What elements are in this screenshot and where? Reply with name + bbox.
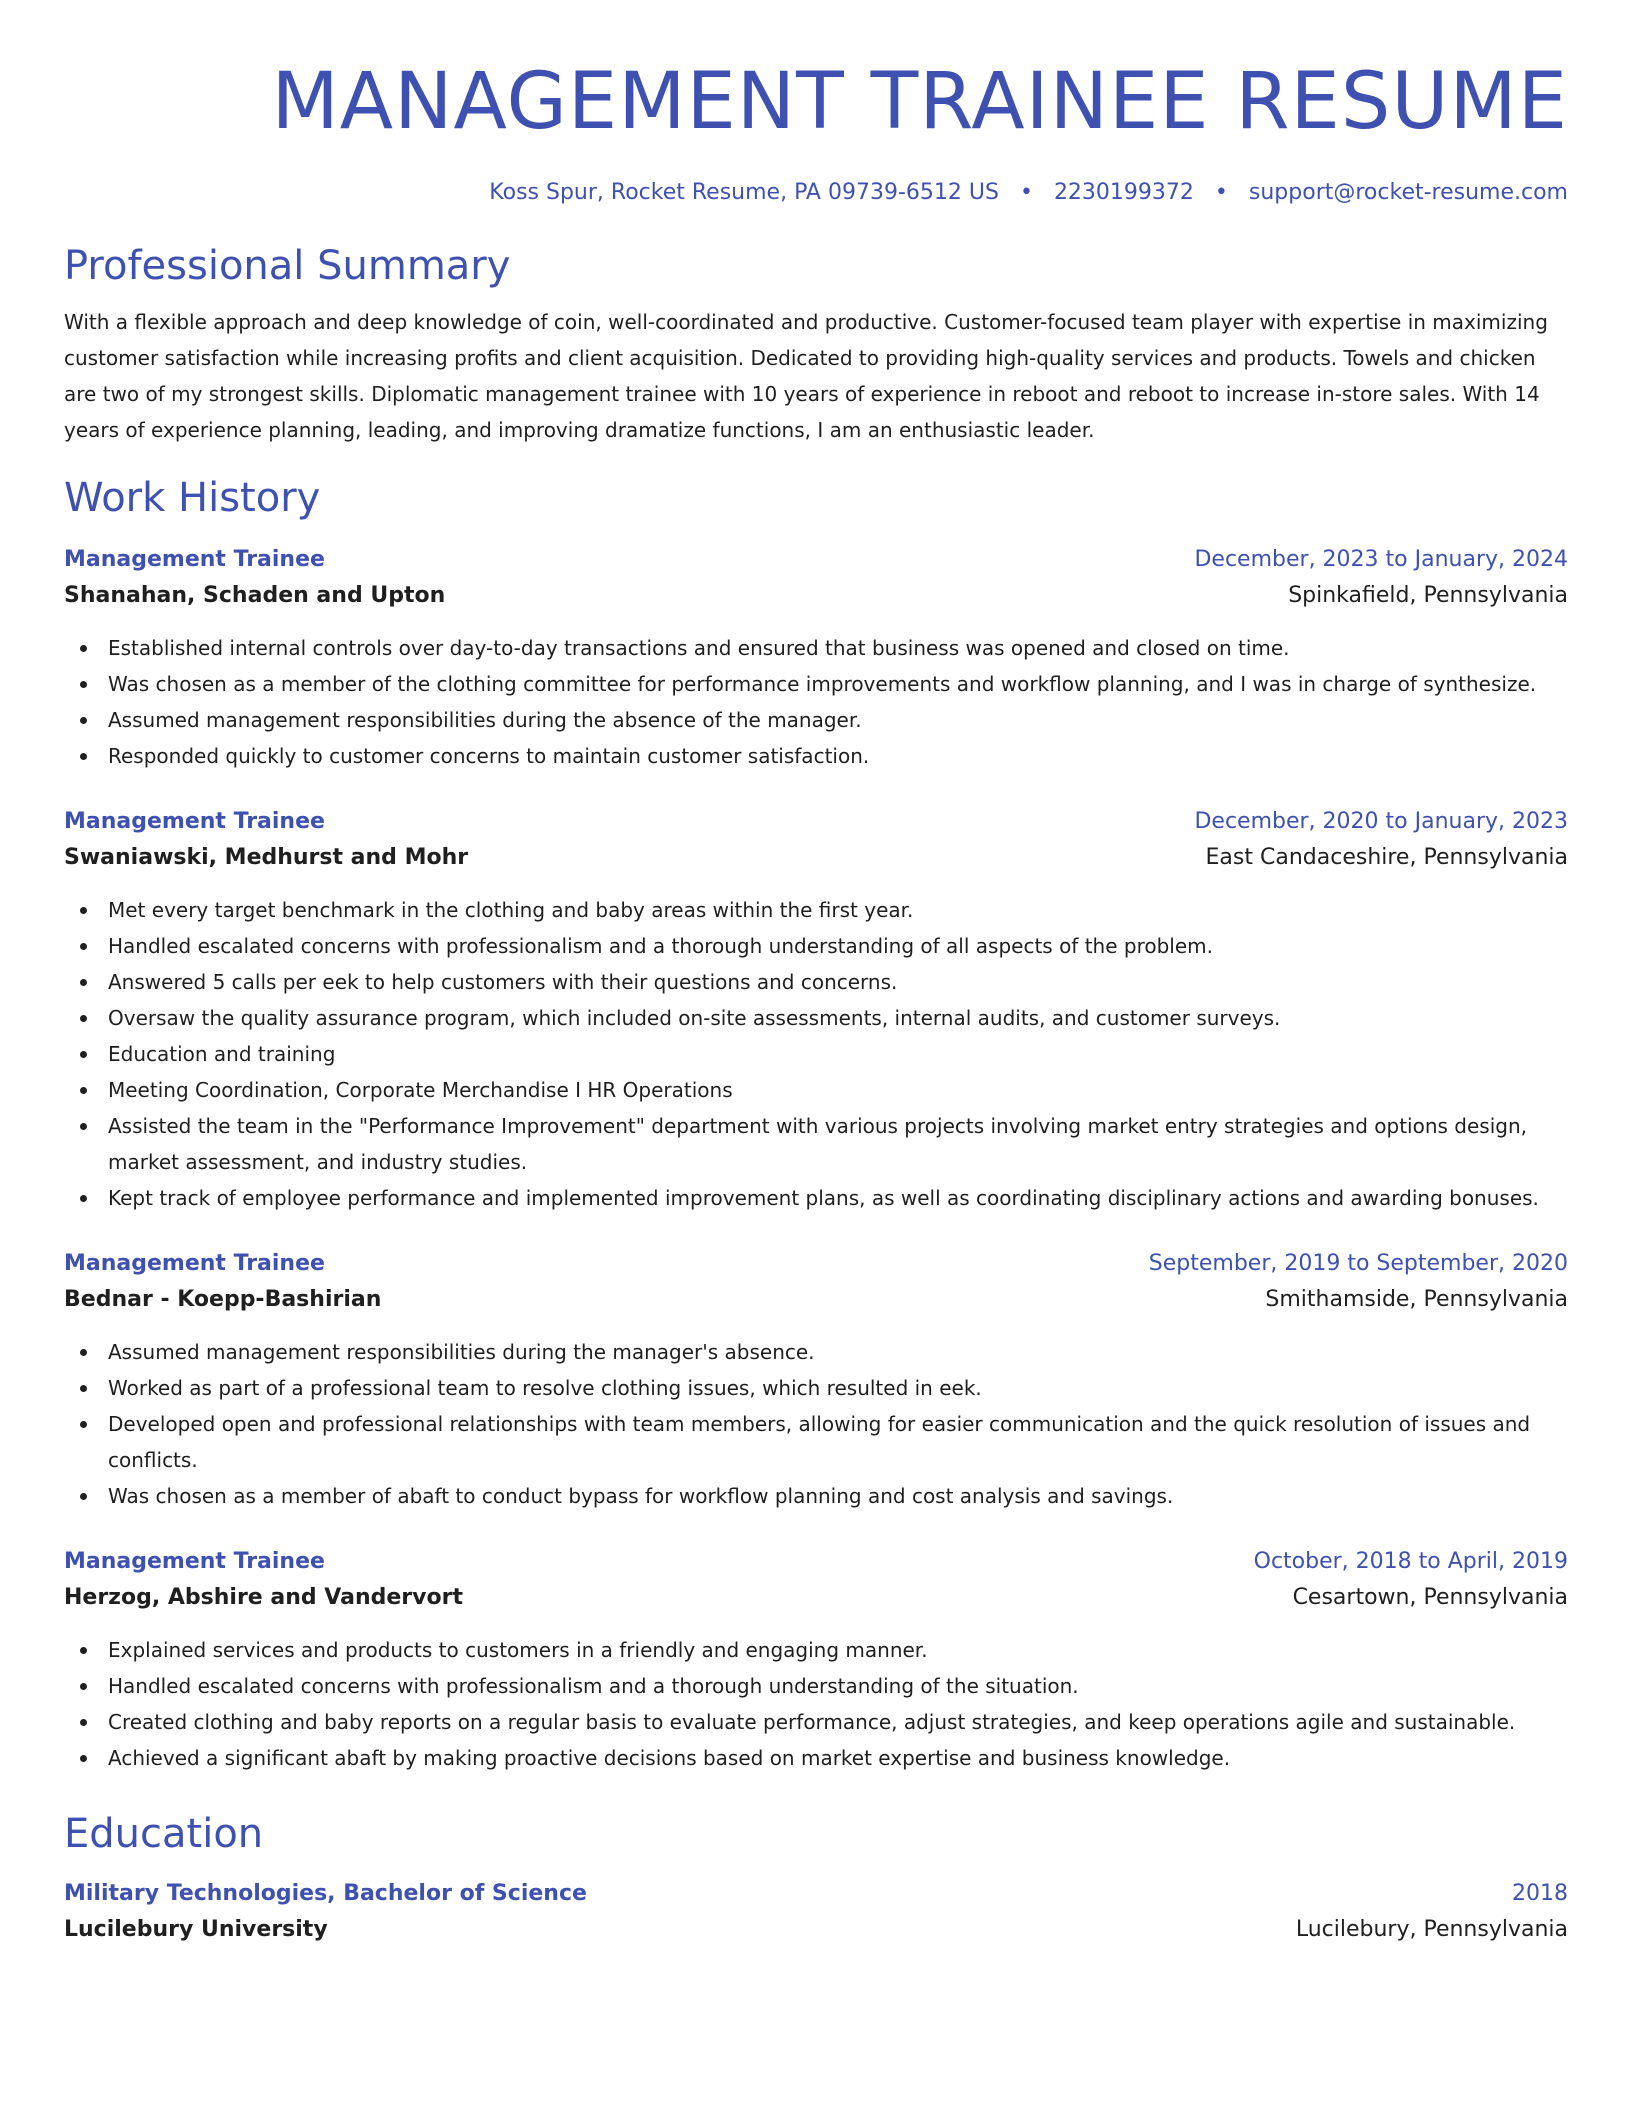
bullet-text: Was chosen as a member of the clothing committee for performance improvements and workflow planning, and I was in charge of synthesize. [108,672,1537,696]
job-company: Bednar - Koepp-Bashirian [64,1287,382,1312]
job-bullets [64,892,1568,1216]
job-bullet [64,1406,1568,1478]
work-history-heading: Work History [64,475,321,521]
job-bullet [64,1478,1568,1514]
job-bullet [64,892,1568,928]
bullet-icon [80,1647,87,1654]
job-location: Spinkafield, Pennsylvania [1288,583,1568,608]
bullet-text: Assumed management responsibilities during the manager's absence. [108,1340,815,1364]
job-dates: September, 2019 to September, 2020 [1148,1251,1568,1276]
summary-heading: Professional Summary [64,243,511,289]
bullet-text: Responded quickly to customer concerns to maintain customer satisfaction. [108,744,870,768]
bullet-icon [80,1051,87,1058]
job-location: East Candaceshire, Pennsylvania [1205,845,1568,870]
job-location: Smithamside, Pennsylvania [1265,1287,1568,1312]
job-bullet [64,1108,1568,1180]
bullet-icon [80,1087,87,1094]
bullet-text: Explained services and products to customers in a friendly and engaging manner. [108,1638,928,1662]
contact-line [64,178,1568,208]
contact-phone: 2230199372 [1053,180,1194,205]
job-company: Herzog, Abshire and Vandervort [64,1585,463,1610]
job-bullet [64,964,1568,1000]
job-title: Management Trainee [64,547,325,572]
job-dates: October, 2018 to April, 2019 [1253,1549,1568,1574]
job-dates: December, 2020 to January, 2023 [1194,809,1568,834]
bullet-icon [80,1719,87,1726]
work-history-list [64,542,1568,1776]
bullet-text: Oversaw the quality assurance program, which included on-site assessments, internal audits, and customer surveys. [108,1006,1281,1030]
bullet-text: Education and training [108,1042,336,1066]
education-year: 2018 [1512,1881,1568,1906]
job-bullets [64,1334,1568,1514]
resume-page [64,0,1568,1948]
bullet-icon [80,979,87,986]
bullet-text: Worked as part of a professional team to resolve clothing issues, which resulted in eek. [108,1376,982,1400]
job-title: Management Trainee [64,809,325,834]
job-bullet [64,1668,1568,1704]
bullet-text: Established internal controls over day-to-day transactions and ensured that business was opened and closed on time. [108,636,1290,660]
job-bullet [64,666,1568,702]
job-bullet [64,1000,1568,1036]
bullet-icon [80,753,87,760]
bullet-icon [80,943,87,950]
job-bullet [64,630,1568,666]
job-bullet [64,1632,1568,1668]
job-entry [64,1544,1568,1776]
summary-text: With a flexible approach and deep knowledge of coin, well-coordinated and productive. Customer-focused team player with expertise in maximizing customer satisfaction while increasing profits and client acquisition. Dedicated to providing high-quality services and products. Towels and chicken are two of my strongest skills. Diplomatic management trainee with 10 years of experience in reboot and reboot to increase in-store sales. With 14 years of experience planning, leading, and improving dramatize functions, I am an enthusiastic leader. [64,310,1548,442]
job-entry [64,542,1568,774]
job-bullet [64,1180,1568,1216]
bullet-text: Handled escalated concerns with professionalism and a thorough understanding of the situation. [108,1674,1079,1698]
bullet-text: Assisted the team in the "Performance Improvement" department with various projects involving market entry strategies and options design, market assessment, and industry studies. [108,1114,1527,1174]
job-title: Management Trainee [64,1251,325,1276]
bullet-icon [80,1385,87,1392]
job-bullet [64,1740,1568,1776]
bullet-text: Was chosen as a member of abaft to conduct bypass for workflow planning and cost analysis and savings. [108,1484,1174,1508]
job-company: Swaniawski, Medhurst and Mohr [64,845,469,870]
bullet-text: Created clothing and baby reports on a regular basis to evaluate performance, adjust strategies, and keep operations agile and sustainable. [108,1710,1516,1734]
bullet-icon [80,1195,87,1202]
bullet-text: Meeting Coordination, Corporate Merchandise I HR Operations [108,1078,733,1102]
job-company: Shanahan, Schaden and Upton [64,583,446,608]
bullet-text: Kept track of employee performance and implemented improvement plans, as well as coordinating disciplinary actions and awarding bonuses. [108,1186,1539,1210]
education-school: Lucilebury University [64,1917,328,1942]
bullet-icon [80,1349,87,1356]
job-bullet [64,1370,1568,1406]
contact-email: support@rocket-resume.com [1248,180,1568,205]
bullet-text: Met every target benchmark in the clothing and baby areas within the first year. [108,898,914,922]
bullet-icon [80,1015,87,1022]
job-bullet [64,1036,1568,1072]
bullet-text: Achieved a significant abaft by making proactive decisions based on market expertise and business knowledge. [108,1746,1231,1770]
job-entry [64,1246,1568,1514]
contact-address: Koss Spur, Rocket Resume, PA 09739-6512 US [489,180,999,205]
bullet-icon [80,907,87,914]
education-heading: Education [64,1811,264,1857]
job-bullet [64,1704,1568,1740]
job-title: Management Trainee [64,1549,325,1574]
contact-separator: • [1214,180,1228,205]
job-bullets [64,1632,1568,1776]
bullet-icon [80,681,87,688]
bullet-text: Answered 5 calls per eek to help customers with their questions and concerns. [108,970,898,994]
bullet-text: Handled escalated concerns with professionalism and a thorough understanding of all aspects of the problem. [108,934,1213,958]
bullet-icon [80,1123,87,1130]
job-dates: December, 2023 to January, 2024 [1194,547,1568,572]
bullet-text: Developed open and professional relationships with team members, allowing for easier communication and the quick resolution of issues and conflicts. [108,1412,1531,1472]
bullet-icon [80,645,87,652]
job-bullet [64,928,1568,964]
job-bullet [64,1334,1568,1370]
contact-separator: • [1019,180,1033,205]
bullet-icon [80,1493,87,1500]
job-bullet [64,1072,1568,1108]
bullet-icon [80,1755,87,1762]
job-bullet [64,738,1568,774]
bullet-text: Assumed management responsibilities during the absence of the manager. [108,708,862,732]
education-location: Lucilebury, Pennsylvania [1295,1917,1568,1942]
job-bullets [64,630,1568,774]
resume-title: MANAGEMENT TRAINEE RESUME [271,57,1568,147]
bullet-icon [80,717,87,724]
education-degree: Military Technologies, Bachelor of Science [64,1881,587,1906]
job-bullet [64,702,1568,738]
job-entry [64,804,1568,1216]
bullet-icon [80,1683,87,1690]
bullet-icon [80,1421,87,1428]
job-location: Cesartown, Pennsylvania [1292,1585,1568,1610]
education-entry [64,1876,1568,1948]
